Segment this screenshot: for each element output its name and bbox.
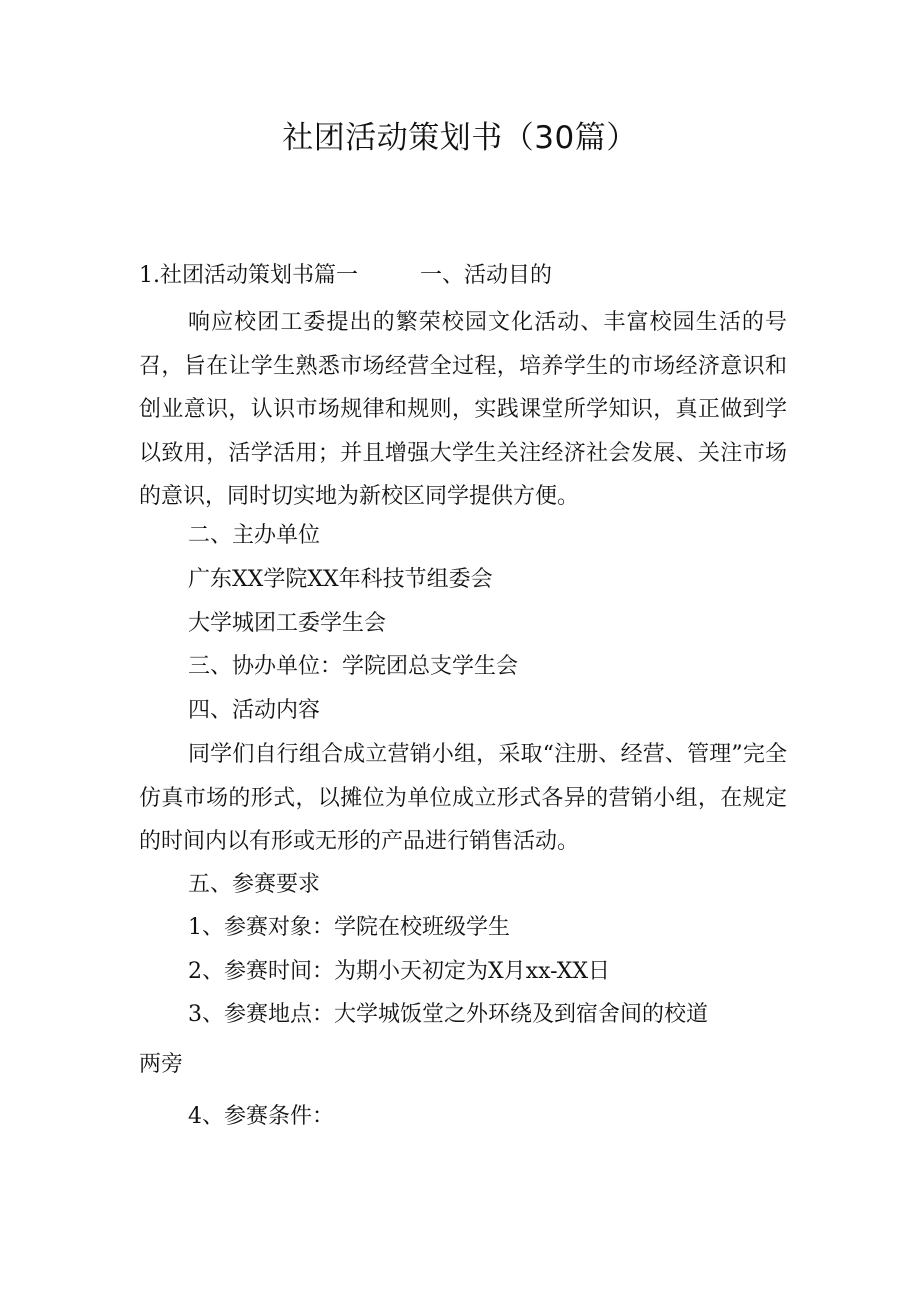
section4-heading: 四、活动内容 bbox=[188, 698, 321, 723]
requirement-3: 3、参赛地点：大学城饭堂之外环绕及到宿舍间的校道 bbox=[188, 1002, 708, 1027]
section5-heading: 五、参赛要求 bbox=[188, 872, 321, 897]
organizer-1: 广东XX学院XX年科技节组委会 bbox=[188, 567, 493, 592]
section1-heading: 一、活动目的 bbox=[420, 263, 553, 288]
requirement-4: 4、参赛条件： bbox=[188, 1104, 334, 1129]
section3-line: 三、协办单位：学院团总支学生会 bbox=[188, 654, 519, 679]
section2-heading: 二、主办单位 bbox=[188, 523, 321, 548]
requirement-1: 1、参赛对象：学院在校班级学生 bbox=[188, 915, 510, 940]
requirement-2: 2、参赛时间：为期小天初定为X月xx-XX日 bbox=[188, 959, 611, 984]
organizer-2: 大学城团工委学生会 bbox=[188, 611, 387, 636]
section4-body: 同学们自行组合成立营销小组，采取“注册、经营、管理”完全仿真市场的形式，以摊位为单位成立形式各异的营销小组，在规定的时间内以有形或无形的产品进行销售活动。 bbox=[139, 742, 787, 854]
article-heading-row bbox=[139, 261, 552, 291]
section1-body: 响应校团工委提出的繁荣校园文化活动、丰富校园生活的号召，旨在让学生熟悉市场经营全过程，培养学生的市场经济意识和创业意识，认识市场规律和规则，实践课堂所学知识，真正做到学以致用，活学活用；并且增强大学生关注经济社会发展、关注市场的意识，同时切实地为新校区同学提供方便。 bbox=[139, 310, 787, 509]
requirement-3-continued: 两旁 bbox=[139, 1052, 184, 1077]
article-heading: 1.社团活动策划书篇一 bbox=[139, 263, 358, 288]
document-title: 社团活动策划书（30篇） bbox=[282, 120, 638, 156]
